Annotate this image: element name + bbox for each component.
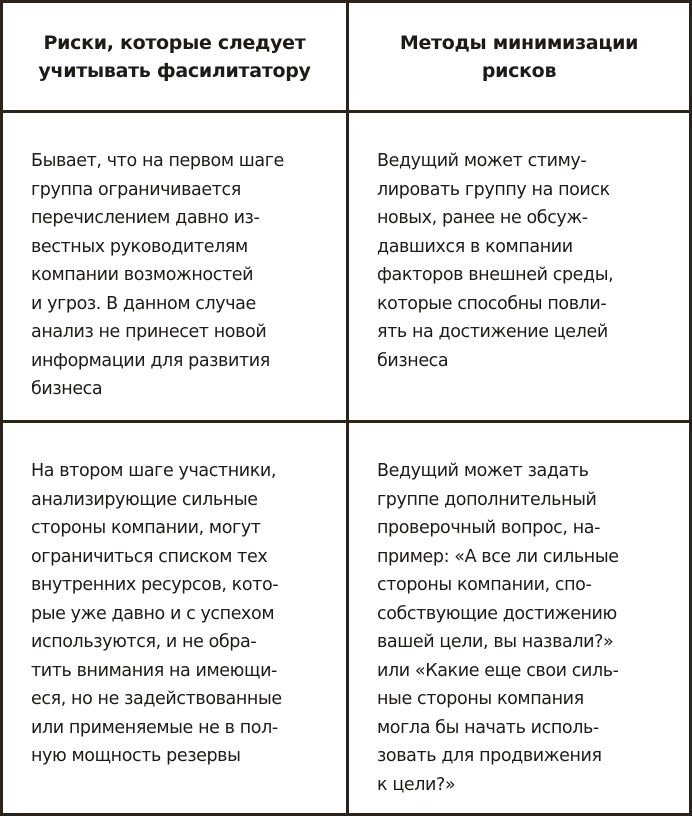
text-line: анализ не принесет новой — [31, 322, 267, 342]
text-line: зовать для продвижения — [377, 746, 602, 766]
text-line: группа ограничивается — [31, 179, 241, 200]
header-line: Риски, которые следует — [43, 31, 306, 54]
text-line: давшихся в компании — [377, 236, 573, 257]
row-1-risk — [3, 113, 349, 423]
row-1-method — [349, 113, 689, 423]
text-line: информации для развития — [31, 350, 270, 371]
text-line: новых, ранее не обсуж- — [377, 208, 588, 228]
text-line: и угроз. В данном случае — [31, 293, 256, 314]
text-line: или «Какие еще свои силь- — [377, 660, 619, 681]
text-line: пример: «А все ли сильные — [377, 546, 619, 567]
header-line: Методы минимизации — [399, 31, 639, 54]
text-line: ять на достижение целей — [377, 322, 608, 342]
text-line: На втором шаге участники, — [31, 461, 277, 481]
text-line: стороны компании, спо- — [377, 575, 592, 595]
text-line: используются, и не обра- — [31, 632, 257, 652]
header-risks — [3, 3, 349, 113]
header-line: рисков — [481, 59, 557, 82]
text-line: ные стороны компания — [377, 689, 584, 709]
row-2-method — [349, 423, 689, 813]
text-line: могла бы начать исполь- — [377, 717, 599, 738]
text-line: тить внимания на имеющи- — [31, 660, 277, 681]
text-line: еся, но не задействованные — [31, 689, 282, 709]
header-methods — [349, 3, 689, 113]
text-line: бизнеса — [377, 350, 449, 371]
text-line: собствующие достижению — [377, 603, 617, 624]
text-line: которые способны повли- — [377, 293, 607, 314]
text-line: стороны компании, могут — [31, 518, 261, 538]
text-line: компании возможностей — [31, 265, 254, 285]
text-line: к цели?» — [377, 774, 456, 795]
text-line: ограничиться списком тех — [31, 546, 268, 567]
header-line: учитывать фасилитатору — [38, 59, 311, 82]
text-line: вашей цели, вы назвали?» — [377, 632, 614, 652]
text-line: лировать группу на поиск — [377, 179, 610, 200]
text-line: вестных руководителям — [31, 236, 248, 257]
text-line: перечислением давно из- — [31, 208, 260, 228]
text-line: проверочный вопрос, на- — [377, 518, 600, 538]
text-line: или применяемые не в пол- — [31, 717, 278, 738]
text-line: Бывает, что на первом шаге — [31, 151, 284, 171]
text-line: рые уже давно и с успехом — [31, 603, 275, 624]
text-line: группе дополнительный — [377, 489, 597, 510]
text-line: анализирующие сильные — [31, 489, 258, 510]
row-2-risk — [3, 423, 349, 813]
text-line: Ведущий может задать — [377, 461, 589, 481]
text-line: факторов внешней среды, — [377, 265, 614, 285]
text-line: внутренних ресурсов, кото- — [31, 575, 279, 595]
text-line: ную мощность резервы — [31, 746, 241, 766]
text-line: бизнеса — [31, 379, 103, 399]
text-line: Ведущий может стиму- — [377, 151, 587, 171]
